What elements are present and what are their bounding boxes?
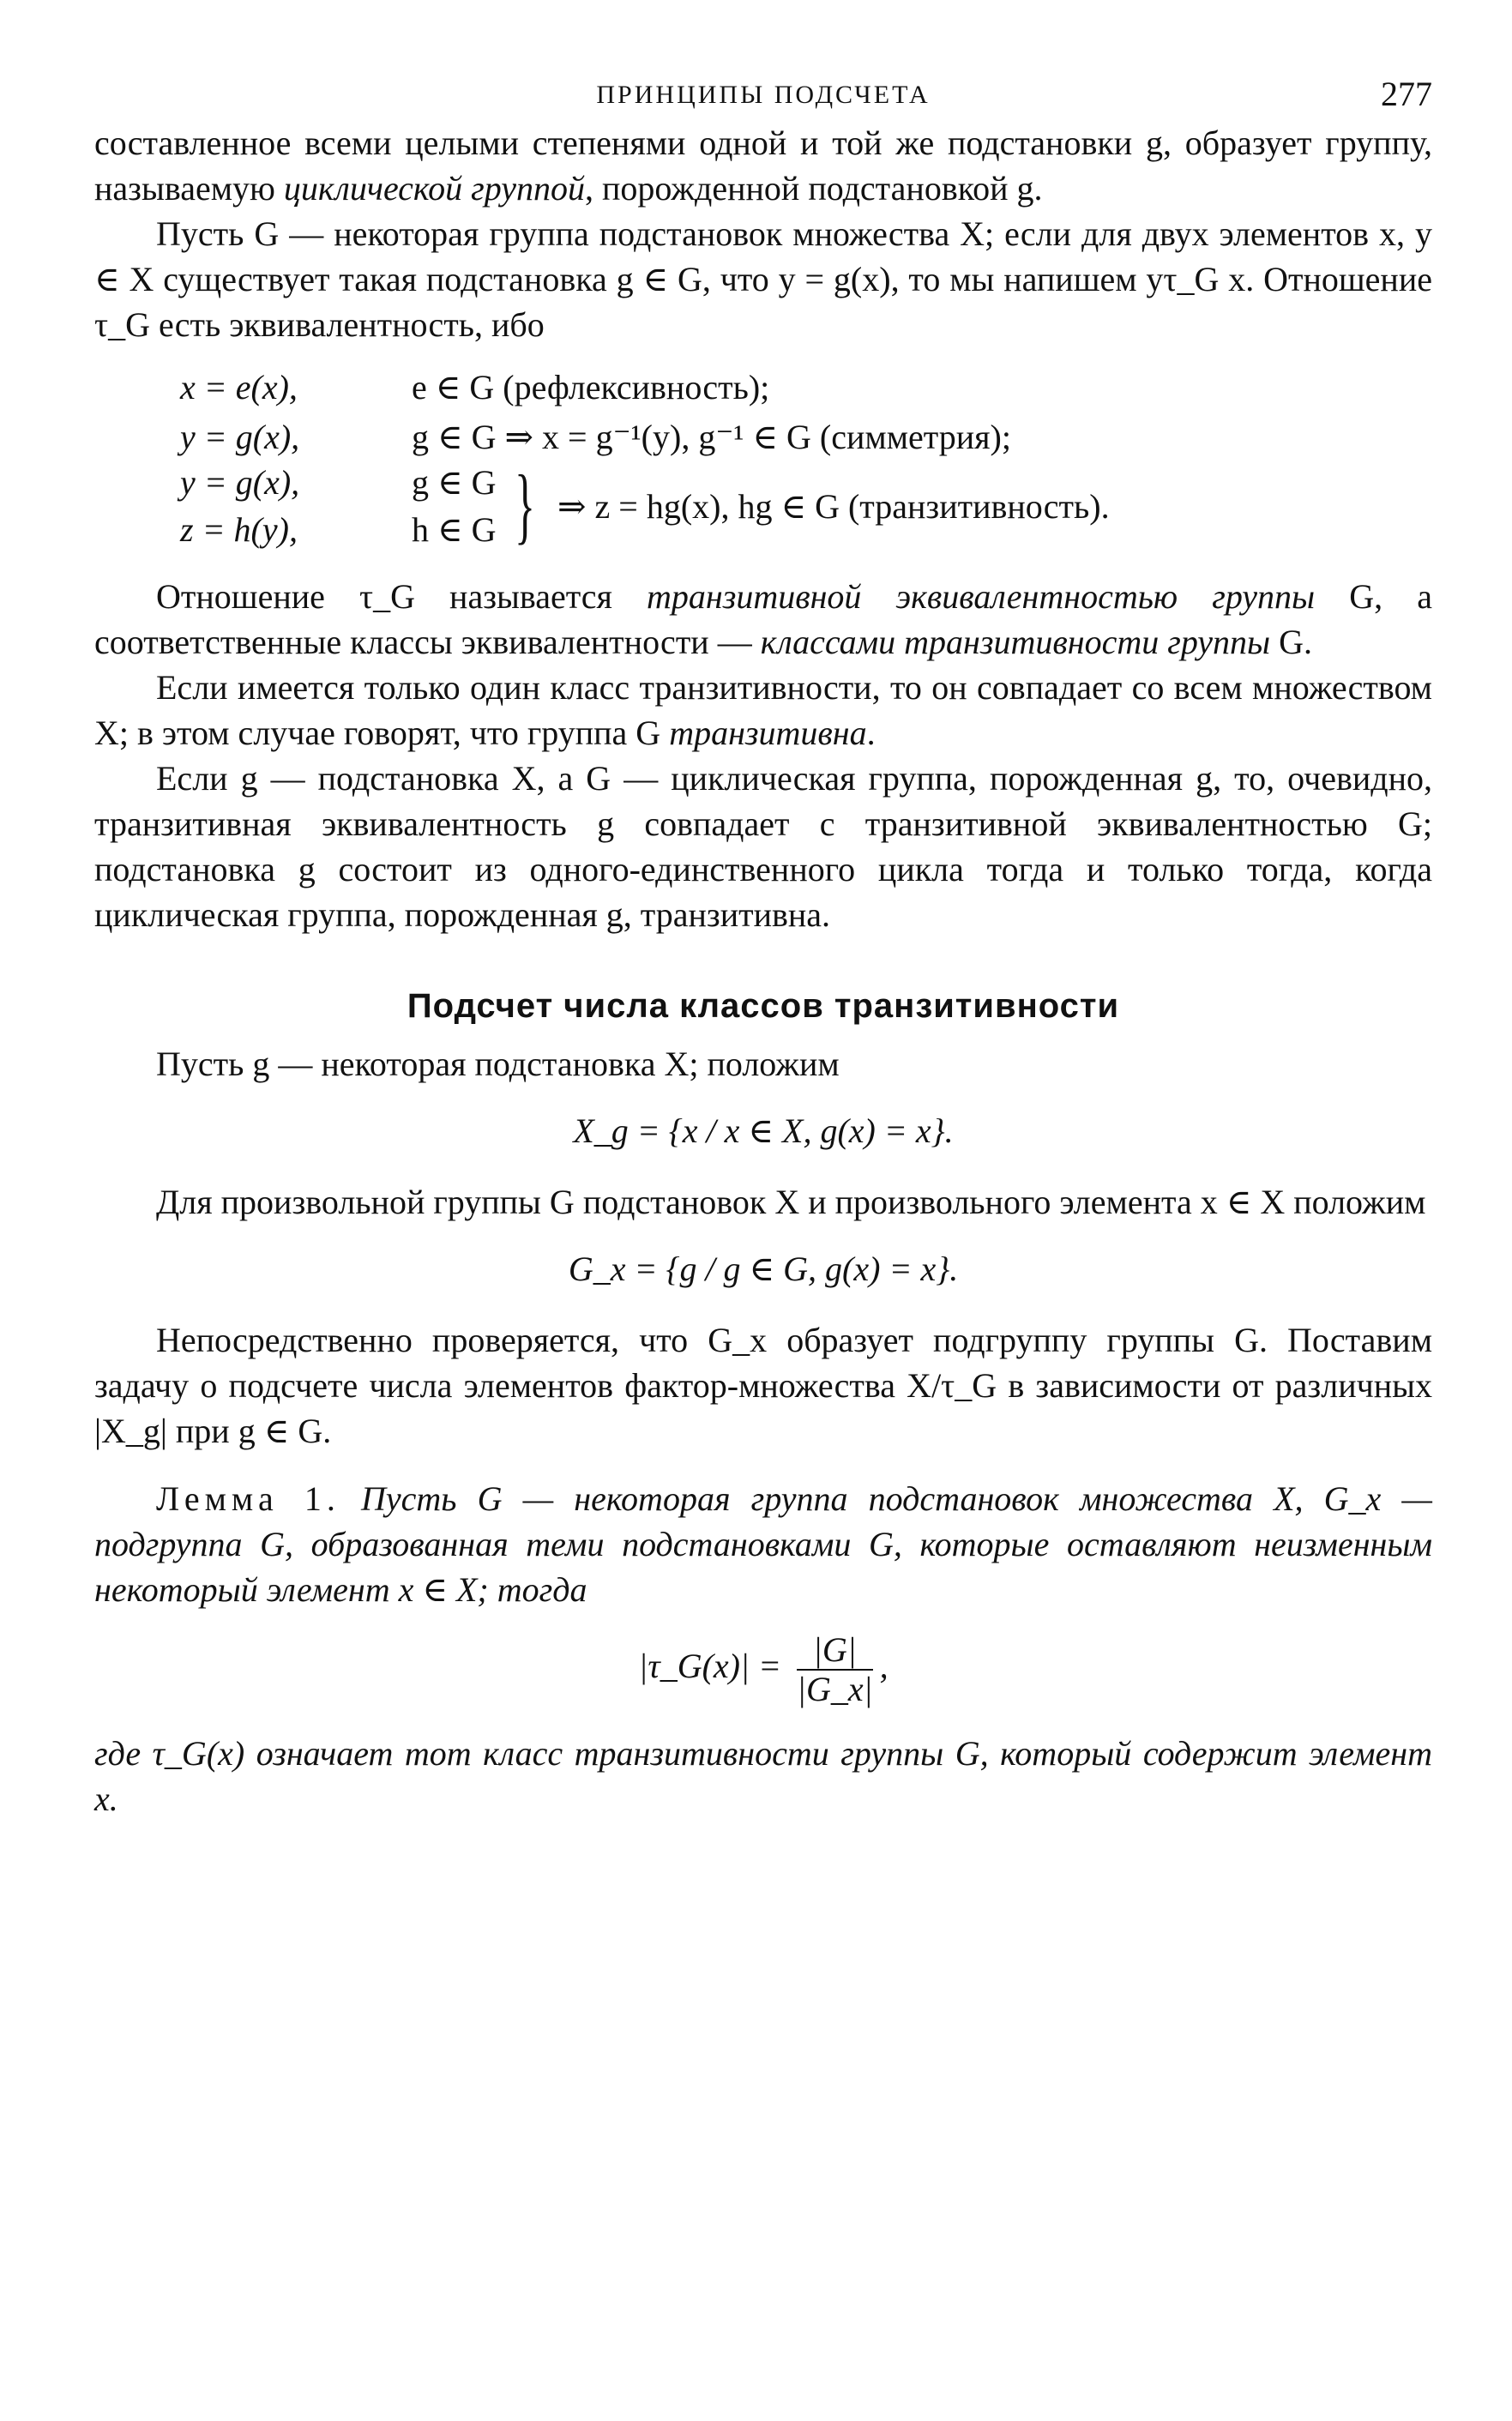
eq-r1-right: e ∈ G (рефлексивность); (412, 368, 770, 407)
display-formula-gx: G_x = {g / g ∈ G, g(x) = x}. (568, 1250, 959, 1288)
p4-text-b: . (866, 714, 876, 752)
eq-r3-left-1: y = g(x), (180, 463, 300, 502)
lemma-formula-tail: , (879, 1647, 889, 1686)
paragraph-6: Пусть g — некоторая подстановка X; положим (156, 1045, 840, 1083)
running-title: ПРИНЦИПЫ ПОДСЧЕТА (596, 81, 931, 109)
right-brace: } (515, 457, 535, 552)
fraction-numerator: |G| (797, 1631, 873, 1671)
paragraph-2: Пусть G — некоторая группа подстановок множества X; если для двух элементов x, y ∈ X существует такая подстановка g ∈ G, что y = g(x), то мы напишем yτ_G x. Отношение τ_G есть эквивалентность, ибо (94, 214, 1433, 344)
lemma-formula-lhs: |τ_G(x)| = (638, 1647, 781, 1686)
lemma-formula (94, 1631, 1432, 1708)
paragraph-5: Если g — подстановка X, а G — циклическая группа, порожденная g, то, очевидно, транзитивная эквивалентность g совпадает с транзитивной эквивалентностью G; подстановка g состоит из одного-единственного цикла тогда и только тогда, когда циклическая группа, порожденная g, транзитивна. (94, 759, 1432, 934)
page (94, 69, 1432, 1822)
paragraph-4 (94, 665, 1432, 756)
section-title: Подсчет числа классов транзитивности (407, 987, 1120, 1025)
p3-text-b: G, а соответственные классы эквивалентности — (94, 577, 1432, 661)
p1-term: циклической группой (283, 169, 585, 208)
p3-term-2: классами транзитивности группы (760, 623, 1271, 661)
paragraph-8: Непосредственно проверяется, что G_x образует подгруппу группы G. Поставим задачу о подсчете числа элементов фактор-множества X/τ_G в зависимости от различных |X_g| при g ∈ G. (94, 1321, 1432, 1450)
lemma-label: Лемма 1. (156, 1479, 340, 1518)
lemma-1 (94, 1476, 1432, 1612)
p4-text-a: Если имеется только один класс транзитивности, то он совпадает со всем множеством X; в этом случае говорят, что группа G (94, 668, 1432, 752)
fraction-denominator: |G_x| (796, 1670, 873, 1708)
spacer (94, 1454, 1432, 1476)
fraction (797, 1631, 873, 1708)
page-number: 277 (1381, 75, 1432, 113)
eq-r3-right: ⇒ z = hg(x), hg ∈ G (транзитивность). (557, 487, 1110, 526)
eq-r1-left: x = e(x), (180, 368, 298, 407)
paragraph-3 (94, 574, 1432, 665)
equation-reflexivity (180, 363, 1432, 413)
lemma-continuation (94, 1731, 1432, 1822)
p1-text-b: , порожденной подстановкой g. (584, 169, 1043, 208)
eq-r2-left: y = g(x), (180, 418, 300, 456)
lemma-statement: Пусть G — некоторая группа подстановок множества X, G_x — подгруппа G, образованная теми подстановками G, которые оставляют неизменным некоторый элемент x ∈ X; тогда (94, 1479, 1432, 1609)
equation-symmetry (180, 413, 1432, 462)
equivalence-equations (180, 363, 1432, 557)
p3-term-1: транзитивной эквивалентностью группы (646, 577, 1316, 616)
eq-r3-mid-2: h ∈ G (412, 510, 497, 549)
running-head (94, 69, 1432, 120)
paragraph-7: Для произвольной группы G подстановок X и произвольного элемента x ∈ X положим (156, 1183, 1426, 1221)
display-formula-xg: X_g = {x / x ∈ X, g(x) = x}. (573, 1111, 954, 1150)
p1-text-a: составленное всеми целыми степенями одной и той же подстановки g, образует группу, называемую (94, 123, 1432, 208)
p4-term: транзитивна (669, 714, 867, 752)
lemma-continuation-text: где τ_G(x) означает тот класс транзитивности группы G, который содержит элемент x. (94, 1734, 1432, 1818)
eq-r3-left-2: z = h(y), (180, 510, 298, 549)
paragraph-1 (94, 120, 1432, 211)
eq-r3-mid-1: g ∈ G (412, 463, 497, 502)
eq-r2-right: g ∈ G ⇒ x = g⁻¹(y), g⁻¹ ∈ G (симметрия); (412, 418, 1011, 456)
p3-text-c: G. (1270, 623, 1313, 661)
equation-transitivity (180, 457, 1432, 557)
p3-text-a: Отношение τ_G называется (156, 577, 647, 616)
